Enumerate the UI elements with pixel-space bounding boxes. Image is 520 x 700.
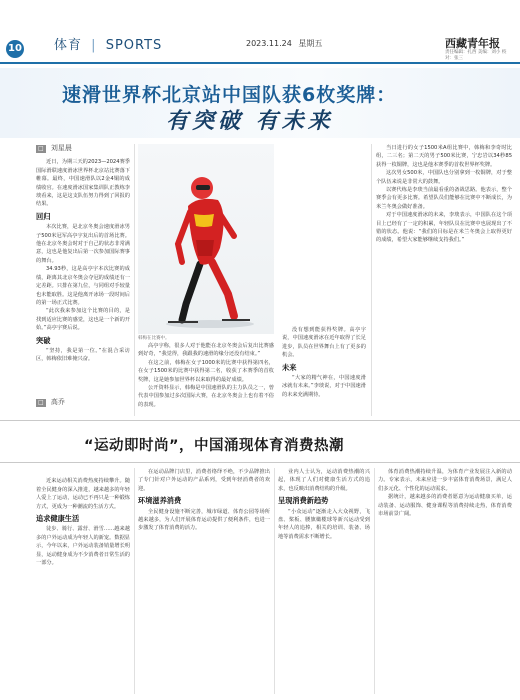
paragraph: 没有想到能获得奖牌。高亭宇说，中国速度滑冰在近年取得了长足进步，队员在世界舞台上有了更多的机会。	[282, 327, 366, 359]
story1-column-2	[138, 342, 274, 416]
byline-author: 高乔	[50, 398, 65, 406]
issue-date	[246, 38, 322, 49]
paragraph: 公开资料显示，韩梅是中国速滑队的主力队员之一，曾代表中国参加过多次国际大赛，在北京冬奥会上也有着不俗的表现。	[138, 385, 274, 408]
subheading: 追求健康生活	[36, 514, 80, 524]
story2-column-1	[36, 398, 130, 694]
section-name-cn: 体育	[54, 38, 83, 53]
paragraph: 对于中国速度滑冰的未来，李琰表示，中国队在这个项目上已经有了一定的积累，年轻队员在比赛中也展现出了不错的状态。他说：“我们的目标是在米兰冬奥会上取得更好的成绩，希望大家能够继续支持我们。”	[376, 212, 512, 244]
weekday: 星期五	[298, 39, 323, 48]
paragraph: 这次男女500米，中国队也分别拿到一枚铜牌，对于整个队伍来说是非常大的鼓舞。	[376, 170, 512, 185]
paragraph: “小众运动”逐渐走入大众视野，飞盘、桨板、腰旗橄榄球等新兴运动受到年轻人的追捧，相关的培训、装备、场地等消费需求不断增长。	[278, 508, 370, 540]
story1-headline: 速滑世界杯北京站中国队获6枚奖牌：	[62, 84, 397, 106]
paragraph: 据统计，越来越多的消费者愿意为运动健康买单，运动装备、运动服饰、健身课程等消费持续走热，体育消费市场前景广阔。	[378, 494, 512, 518]
column-divider	[274, 468, 275, 694]
story2-headline: “运动即时尚”，中国涌现体育消费热潮	[84, 438, 345, 454]
paragraph: 以赛代练是李琰当前最看重的备战思路。他表示，整个赛季会有更多比赛。希望队员们能够在比赛中不断成长，为米兰冬奥会做好准备。	[376, 187, 512, 210]
date: 2023.11.24	[246, 39, 292, 48]
section-name-en: SPORTS	[105, 38, 163, 53]
subheading: 环境滋养消费	[138, 496, 182, 506]
paragraph: 全民健身设施不断完善，城市绿道、体育公园等场所越来越多，为人们开展体育运动提供了便利条件，也进一步激发了体育消费的活力。	[138, 508, 270, 532]
subheading: 呈现消费新趋势	[278, 496, 329, 506]
photo-caption: 韩梅在比赛中。	[138, 336, 170, 341]
story1-subheadline: 有突破 有未来	[166, 109, 334, 134]
paragraph: 近来运动相关消费热度持续攀升。随着全民健身的深入推进，越来越多的年轻人爱上了运动，运动已不再只是一种锻炼方式，更成为一种潮流的生活方式。	[36, 478, 130, 510]
subheading: 回归	[36, 211, 51, 221]
story2-column-3	[278, 468, 370, 694]
paragraph: 本次比赛，是北京冬奥会速度滑冰男子500米冠军高亭宇复出后的首场比赛。他在北京冬奥会时对于自己的状态非常满意，这也是他复出后第一次参加国际赛事的舞台。	[36, 224, 130, 264]
column-divider	[134, 144, 135, 416]
subheading: 未来	[282, 362, 297, 372]
header-rule	[0, 62, 520, 64]
story1-column-1	[36, 144, 130, 416]
story1-byline	[36, 144, 130, 153]
masthead: 西藏青年报	[445, 37, 500, 50]
paragraph: 当日进行的女子1500米A组比赛中，韩梅和李奇时比组，二三名；第二天的男子500米比赛，宁忠岩以34秒85获得一枚铜牌，这也是他本赛季的首枚世界杯奖牌。	[376, 145, 512, 168]
paragraph: 近日，为期三天的2023—2024赛季国际滑联速度滑冰世界杯北京站比赛落下帷幕。最终，中国速滑队以2金4铜的成绩收官。在速度滑冰国家集训队正教练李琰看来，这是这支队伍努力得到了回报的结果。	[36, 159, 130, 208]
story2-column-4	[378, 468, 512, 694]
byline-tag: □	[38, 399, 44, 406]
story1-column-3	[282, 326, 366, 416]
paragraph: 在运动品牌门店里，消费者络绎不绝，不少品牌推出了专门针对户外运动的产品系列，受到年轻消费者的欢迎。	[138, 469, 270, 492]
paragraph: 34.93秒，这是高亭宇本次比赛的成绩，距离其北京冬奥会夺冠的成绩还有一定差距。只排在第九位，与同组对手较量也未能取胜。这是他离开冰场一段时间后的第一场正式比赛。	[36, 266, 130, 306]
column-divider	[374, 468, 375, 694]
byline-tag: □	[38, 145, 44, 152]
paragraph: “大家的精气神在，中国速度滑冰就有未来。”李琰说，对于中国速滑的未来充满期待。	[282, 375, 366, 398]
paragraph: 徒步、骑行、露营、滑雪……越来越多的户外运动成为年轻人的新宠。数据显示，今年以来，户外运动装备销量增长明显，运动健身成为不少消费者日常生活的一部分。	[36, 526, 130, 567]
page-number: 10	[6, 40, 24, 58]
column-divider	[134, 468, 135, 694]
paragraph: 高亭宇称，很多人对于他能在北京冬奥会后复出比赛感到好奇，“我觉得，我跟我的速滑的缘分还没有结束。”	[138, 343, 274, 358]
skater-photo	[138, 144, 274, 334]
section-separator: |	[91, 38, 97, 53]
section-title	[54, 34, 162, 53]
paragraph: 在这之前，韩梅在女子1000米的比赛中获得第四名，在女子1500米的比赛中获得第二名，收获了本赛季的首枚奖牌，这是她参加世界杯以来取得的最好成绩。	[138, 359, 274, 383]
subheading: 突破	[36, 335, 51, 345]
paragraph: 体育消费热潮持续升温，为体育产业发展注入新的动力。专家表示，未来应进一步丰富体育消费场景，满足人们多元化、个性化的运动需求。	[378, 469, 512, 492]
paragraph: “坚持，我是第一位。”在混合采访区，韩梅依旧难掩兴奋。	[36, 347, 130, 363]
editor-credits: 责任编辑：扎西 美编：刘小 校对：张三	[445, 50, 507, 61]
paragraph: “此次我来参加这个比赛的目的，是找到适应比赛的感觉，这也是一个新的开始。”高亭宇赛后说。	[36, 308, 130, 332]
column-divider	[371, 144, 372, 416]
story2-byline	[36, 398, 130, 407]
story1-column-4	[376, 144, 512, 416]
story2-column-2	[138, 468, 270, 694]
speed-skater-illustration	[138, 144, 274, 334]
byline-author: 刘星晨	[50, 144, 72, 152]
paragraph: 业内人士认为，运动消费热潮的兴起，体现了人们对健康生活方式的追求，也反映出消费结构的升级。	[278, 469, 370, 492]
